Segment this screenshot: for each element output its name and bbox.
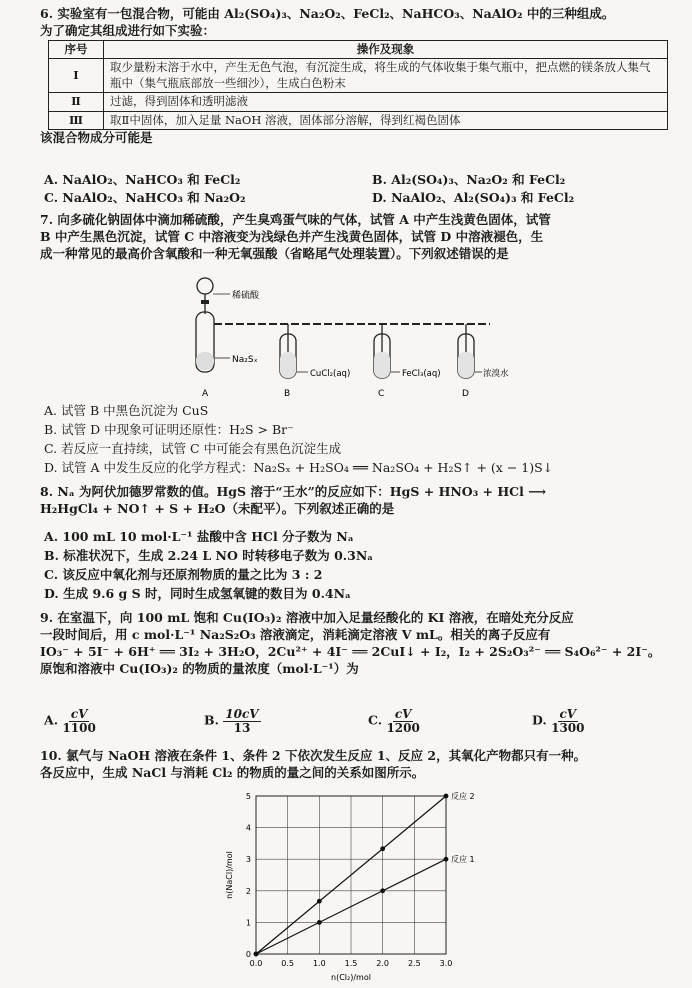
- fraction-denominator: 13: [233, 720, 251, 735]
- q8-stem-line-1: 8. Nₐ 为阿伏加德罗常数的值。HgS 溶于“王水”的反应如下：HgS + HNO₃ + HCl ⟶: [40, 484, 547, 499]
- q7-option-a: A. 试管 B 中黑色沉淀为 CuS: [44, 403, 209, 418]
- x-tick-label: 3.0: [439, 959, 453, 968]
- fraction-numerator: cV: [559, 707, 577, 721]
- q9-option-d-fraction: [551, 708, 584, 734]
- q9-option-b-fraction: [223, 708, 260, 734]
- q9-option-b-label: B.: [204, 712, 219, 728]
- data-point: [444, 794, 449, 799]
- bromine-label: 浓溴水: [483, 369, 509, 379]
- q8-option-d: D. 生成 9.6 g S 时，同时生成氢氧键的数目为 0.4Nₐ: [44, 586, 351, 601]
- q9-option-a-fraction: [62, 708, 95, 734]
- tube-a-label: A: [202, 389, 209, 399]
- q9-stem-line-2: 一段时间后，用 c mol·L⁻¹ Na₂S₂O₃ 溶液滴定，消耗滴定溶液 V mL。相关的离子反应有: [40, 626, 551, 642]
- table-header-operation: 操作及现象: [104, 40, 668, 59]
- data-point: [317, 920, 322, 925]
- tube-a-solid: [196, 352, 214, 370]
- y-tick-label: 1: [245, 918, 251, 928]
- fraction-denominator: 1100: [62, 720, 96, 735]
- tube-d-label: D: [462, 389, 469, 399]
- table-cell-operation: 过滤，得到固体和透明滤液: [104, 93, 668, 112]
- x-tick-label: 0.0: [249, 959, 263, 968]
- q9-stem-line-3: IO₃⁻ + 5I⁻ + 6H⁺ ══ 3I₂ + 3H₂O，2Cu²⁺ + 4I⁻ ══ 2CuI↓ + I₂，I₂ + 2S₂O₃²⁻ ══ S₄O₆²⁻ + 2I⁻。: [40, 643, 661, 659]
- q9-stem-line-1: 9. 在室温下，向 100 mL 饱和 Cu(IO₃)₂ 溶液中加入足量经酸化的 KI 溶液，在暗处充分反应: [40, 610, 574, 625]
- q7-option-b: B. 试管 D 中现象可证明还原性：H₂S > Br⁻: [44, 422, 294, 437]
- q7-option-d: D. 试管 A 中发生反应的化学方程式：Na₂Sₓ + H₂SO₄ ══ Na₂SO₄ + H₂S↑ + (x − 1)S↓: [44, 460, 554, 475]
- na2sx-label: Na₂Sₓ: [232, 355, 258, 365]
- y-tick-label: 3: [245, 855, 251, 865]
- acid-label: 稀硫酸: [232, 291, 260, 301]
- x-axis-label: n(Cl₂)/mol: [331, 973, 371, 982]
- y-tick-label: 4: [245, 823, 251, 833]
- tube-c-liquid: [374, 352, 390, 378]
- q9-option-d: [532, 708, 585, 734]
- series-label: 反应 2: [451, 792, 475, 801]
- funnel-stopcock: [201, 300, 209, 304]
- question-10: [40, 748, 670, 782]
- x-tick-label: 2.5: [407, 959, 421, 968]
- q7-stem-line-1: 7. 向多硫化钠固体中滴加稀硫酸，产生臭鸡蛋气味的气体，试管 A 中产生浅黄色固体，试管: [40, 212, 551, 227]
- x-tick-label: 1.5: [344, 959, 358, 968]
- table-cell-index: Ⅲ: [49, 111, 104, 130]
- fraction-denominator: 1200: [386, 720, 420, 735]
- q6-option-c: C. NaAlO₂、NaHCO₃ 和 Na₂O₂: [44, 190, 246, 205]
- q6-option-d: D. NaAlO₂、Al₂(SO₄)₃ 和 FeCl₂: [372, 190, 575, 205]
- q9-option-a: [44, 708, 96, 734]
- x-tick-label: 2.0: [376, 959, 390, 968]
- q6-option-b: B. Al₂(SO₄)₃、Na₂O₂ 和 FeCl₂: [372, 172, 566, 187]
- q9-stem-line-4: 原饱和溶液中 Cu(IO₃)₂ 的物质的量浓度（mol·L⁻¹）为: [40, 660, 359, 676]
- q6-stem-line-1: 6. 实验室有一包混合物，可能由 Al₂(SO₄)₃、Na₂O₂、FeCl₂、NaHCO₃、NaAlO₂ 中的三种组成。: [40, 6, 615, 21]
- q10-stem-line-1: 10. 氯气与 NaOH 溶液在条件 1、条件 2 下依次发生反应 1、反应 2，其氧化产物都只有一种。: [40, 748, 587, 763]
- fraction-numerator: 10cV: [225, 707, 259, 721]
- q10-stem-line-2: 各反应中，生成 NaCl 与消耗 Cl₂ 的物质的量之间的关系如图所示。: [40, 764, 425, 780]
- fraction-denominator: 1300: [551, 720, 585, 735]
- table-cell-index: Ⅰ: [49, 59, 104, 93]
- y-axis-label: n(NaCl)/mol: [225, 851, 234, 899]
- fecl3-label: FeCl₃(aq): [402, 369, 441, 379]
- tube-b-label: B: [284, 389, 291, 399]
- x-tick-label: 1.0: [312, 959, 326, 968]
- table-header-row: [49, 40, 668, 59]
- funnel-bulb: [197, 278, 213, 294]
- q9-option-c-label: C.: [368, 712, 383, 728]
- q9-option-c-fraction: [386, 708, 419, 734]
- q9-option-b: [204, 708, 261, 734]
- table-cell-index: Ⅱ: [49, 93, 104, 112]
- table-cell-operation: 取少量粉末溶于水中，产生无色气泡，有沉淀生成，将生成的气体收集于集气瓶中，把点燃的镁条放人集气瓶中（集气瓶底部放一些细沙），生成白色粉末: [104, 59, 668, 93]
- q9-option-a-label: A.: [44, 712, 59, 728]
- q6-question: 该混合物成分可能是: [40, 130, 153, 146]
- q7-stem-line-2: B 中产生黑色沉淀，试管 C 中溶液变为浅绿色并产生浅黄色固体，试管 D 中溶液褪色，生: [40, 228, 544, 244]
- data-point: [380, 888, 385, 893]
- data-point: [254, 952, 259, 957]
- q6-option-a: A. NaAlO₂、NaHCO₃ 和 FeCl₂: [44, 172, 241, 187]
- q7-apparatus-figure: [170, 272, 510, 402]
- data-point: [444, 857, 449, 862]
- data-point: [317, 899, 322, 904]
- tube-b-liquid: [280, 352, 296, 378]
- question-6: [40, 6, 670, 147]
- q6-stem-line-2: 为了确定其组成进行如下实验：: [40, 22, 216, 38]
- q7-stem-line-3: 成一种常见的最高价含氧酸和一种无氧强酸（省略尾气处理装置）。下列叙述错误的是: [40, 245, 509, 261]
- q9-option-d-label: D.: [532, 712, 547, 728]
- y-tick-label: 2: [245, 886, 251, 896]
- fraction-numerator: cV: [70, 707, 88, 721]
- q6-experiment-table: [48, 40, 668, 131]
- question-9: [40, 610, 670, 678]
- q8-option-b: B. 标准状况下，生成 2.24 L NO 时转移电子数为 0.3Nₐ: [44, 548, 374, 563]
- question-8: [40, 484, 670, 518]
- question-7: [40, 212, 670, 263]
- y-tick-label: 0: [245, 950, 251, 959]
- y-tick-label: 5: [245, 792, 251, 801]
- q8-stem-line-2: H₂HgCl₄ + NO↑ + S + H₂O（未配平）。下列叙述正确的是: [40, 500, 395, 516]
- q8-option-a: A. 100 mL 10 mol·L⁻¹ 盐酸中含 HCl 分子数为 Nₐ: [44, 529, 354, 544]
- table-cell-operation: 取Ⅱ中固体，加入足量 NaOH 溶液，固体部分溶解，得到红褐色固体: [104, 111, 668, 130]
- cucl2-label: CuCl₂(aq): [310, 369, 351, 379]
- data-point: [380, 846, 385, 851]
- table-header-index: 序号: [49, 40, 104, 59]
- q8-option-c: C. 该反应中氧化剂与还原剂物质的量之比为 3 : 2: [44, 567, 323, 582]
- table-row: [49, 59, 668, 93]
- x-tick-label: 0.5: [281, 959, 295, 968]
- q10-chart: [200, 788, 500, 984]
- fraction-numerator: cV: [394, 707, 412, 721]
- table-row: [49, 93, 668, 112]
- q9-option-c: [368, 708, 420, 734]
- tube-c-label: C: [378, 389, 385, 399]
- q7-option-c: C. 若反应一直持续，试管 C 中可能会有黑色沉淀生成: [44, 441, 342, 456]
- series-label: 反应 1: [451, 855, 475, 865]
- table-row: [49, 111, 668, 130]
- tube-d-liquid: [458, 352, 474, 378]
